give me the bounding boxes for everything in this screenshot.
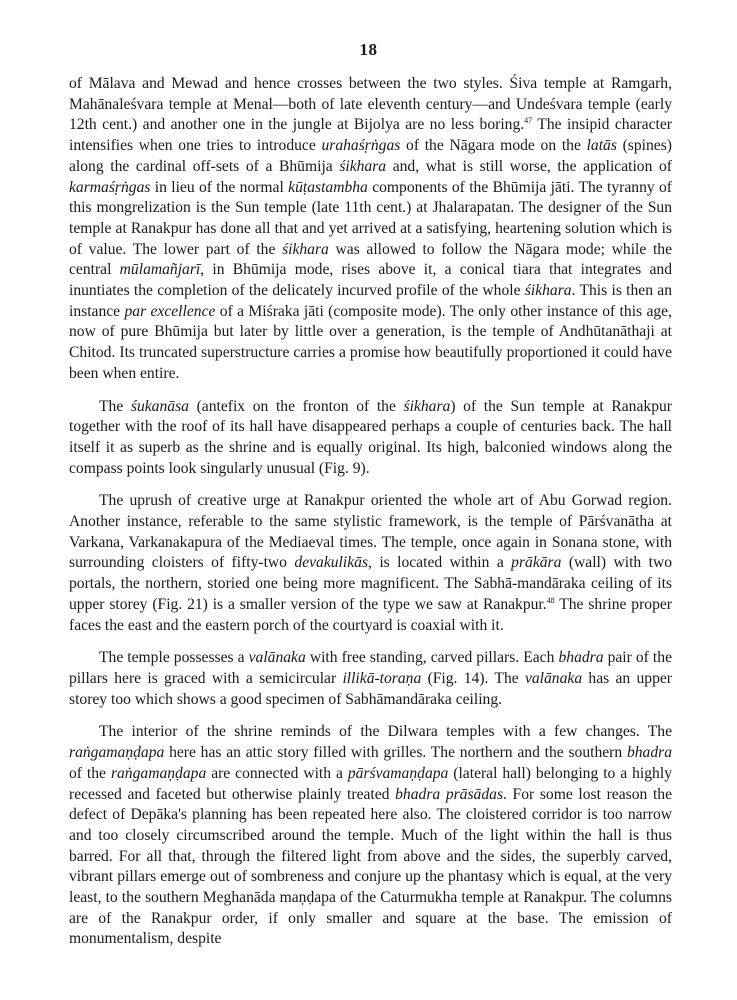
footnote-ref: 47 [524, 116, 533, 126]
italic-term: illikā-toraṇa [342, 669, 422, 687]
italic-term: śikhara [282, 240, 329, 258]
text-run: of Mālava and Mewad and hence crosses between the two styles. Śiva temple at Ramgarh, Mahānaleśvara temple at Menal—both of late eleventh century—and Undeśvara temple (early 12th cent.) and another one in the jungle at Bijolya are no less boring. [69, 75, 672, 134]
text-run: , is located within a [368, 554, 512, 572]
text-run: The insipid character intensifies when one tries to introduce [69, 116, 672, 155]
italic-term: valānaka [248, 649, 306, 667]
italic-term: bhadra [626, 744, 672, 762]
paragraph [69, 722, 672, 950]
text-run: . This is then an instance [69, 282, 673, 320]
italic-term: bhadra prāsādas [395, 785, 504, 803]
italic-term: valānaka [524, 669, 583, 687]
italic-term: raṅgamaṇḍapa [69, 744, 165, 762]
text-run: of the [69, 764, 111, 782]
text-run: pair of the pillars here is graced with a semicircular [69, 649, 672, 687]
italic-term: karmaśṛṅgas [69, 178, 151, 196]
italic-term: par excellence [124, 302, 216, 320]
italic-term: pārśvamaṇḍapa [347, 764, 449, 782]
footnote-ref: 48 [546, 595, 555, 605]
italic-term: latās [586, 137, 617, 155]
text-run: The interior of the shrine reminds of the Dilwara temples with a few changes. The [99, 723, 672, 741]
text-run: with free standing, carved pillars. Each [305, 649, 559, 667]
text-run: The temple possesses a [99, 649, 249, 667]
text-run: . For some lost reason the defect of Depāka's planning has been repeated here also. The cloistered corridor is too narrow and too closely circumscribed around the temple. Much of the light within the hall is thus barred. For all that, through the filtered light from above and the sides, the superbly carved, vibrant pillars emerge out of sombreness and conjure up the phantasy which is equal, at the very least, to the southern Meghanāda maṇḍapa of the Caturmukha temple at Ranakpur. The columns are of the Ranakpur order, if only smaller and square at the base. The emission of monumentalism, despite [69, 785, 672, 948]
italic-term: śukanāsa [130, 397, 189, 415]
paragraph [69, 648, 672, 710]
body-text [69, 74, 672, 950]
text-run: (wall) with two portals, the northern, storied one being more magnificent. The Sabhā-mandāraka ceiling of its upper storey (Fig. 21) is a smaller version of the type we saw at Ranakpur. [69, 554, 672, 613]
text-run: (lateral hall) belonging to a highly recessed and faceted but otherwise plainly treated [69, 764, 672, 803]
paragraph [69, 491, 672, 636]
text-run: The uprush of creative urge at Ranakpur oriented the whole art of Abu Gorwad region. Another instance, referable to the same stylistic framework, is the temple of Pārśvanātha at Varkana, Varkanakapura of the Mediaeval times. The temple, once again in Sonana stone, with surrounding cloisters of fifty-two [69, 492, 672, 572]
page-number: 18 [359, 40, 378, 59]
text-run: has an upper storey too which shows a good specimen of Sabhāmandāraka ceiling. [69, 669, 672, 708]
text-run: was allowed to follow the Nāgara mode; while the central [69, 240, 673, 279]
text-run: and, what is still worse, the application of [386, 157, 672, 175]
italic-term: devakulikās [294, 554, 369, 572]
text-run: are connected with a [206, 764, 348, 782]
italic-term: śikhara [339, 157, 387, 175]
paragraph [69, 74, 672, 385]
italic-term: raṅgamaṇḍapa [110, 764, 207, 782]
italic-term: śikhara [403, 397, 451, 415]
italic-term: śikhara [524, 282, 572, 300]
text-run: here has an attic story filled with grilles. The northern and the southern [164, 744, 627, 762]
text-run: (Fig. 14). The [421, 669, 525, 687]
text-run: of a Miśraka jāti (composite mode). The only other instance of this age, now of pure Bhūmija but later by little over a generation, is the temple of Andhūtanāthaji at Chitod. Its truncated superstructure carries a promise how beautifully proportioned it could have been when entire. [69, 302, 672, 382]
text-run: (spines) along the cardinal off-sets of a Bhūmija [69, 137, 672, 175]
italic-term: kūṭastambha [288, 178, 368, 196]
text-run: The shrine proper faces the east and the eastern porch of the courtyard is coaxial with it. [69, 595, 672, 634]
text-run: of the Nāgara mode on the [400, 137, 587, 155]
text-run: , in Bhūmija mode, rises above it, a conical tiara that integrates and inuntiates the completion of the delicately incurved profile of the whole [69, 261, 672, 300]
text-run: in lieu of the normal [150, 178, 289, 196]
paragraph [69, 397, 672, 480]
text-run: components of the Bhūmija jāti. The tyranny of this mongrelization is the Sun temple (late 11th cent.) at Jhalarapatan. The designer of the Sun temple at Ranakpur has done all that and yet arrived at a satisfying, heartening solution which is of value. The lower part of the [69, 178, 672, 258]
text-run: ) of the Sun temple at Ranakpur together with the roof of its hall have disappeared perhaps a couple of centuries back. The hall itself it as superb as the shrine and is equally original. Its high, balconied windows along the compass points look singularly unusual (Fig. 9). [69, 397, 672, 477]
italic-term: mūlamañjarī [119, 261, 201, 279]
text-run: The [99, 397, 131, 415]
text-run: (antefix on the fronton of the [188, 397, 404, 415]
italic-term: urahaśṛṅgas [321, 137, 401, 155]
italic-term: bhadra [558, 649, 604, 667]
italic-term: prākāra [511, 554, 562, 572]
